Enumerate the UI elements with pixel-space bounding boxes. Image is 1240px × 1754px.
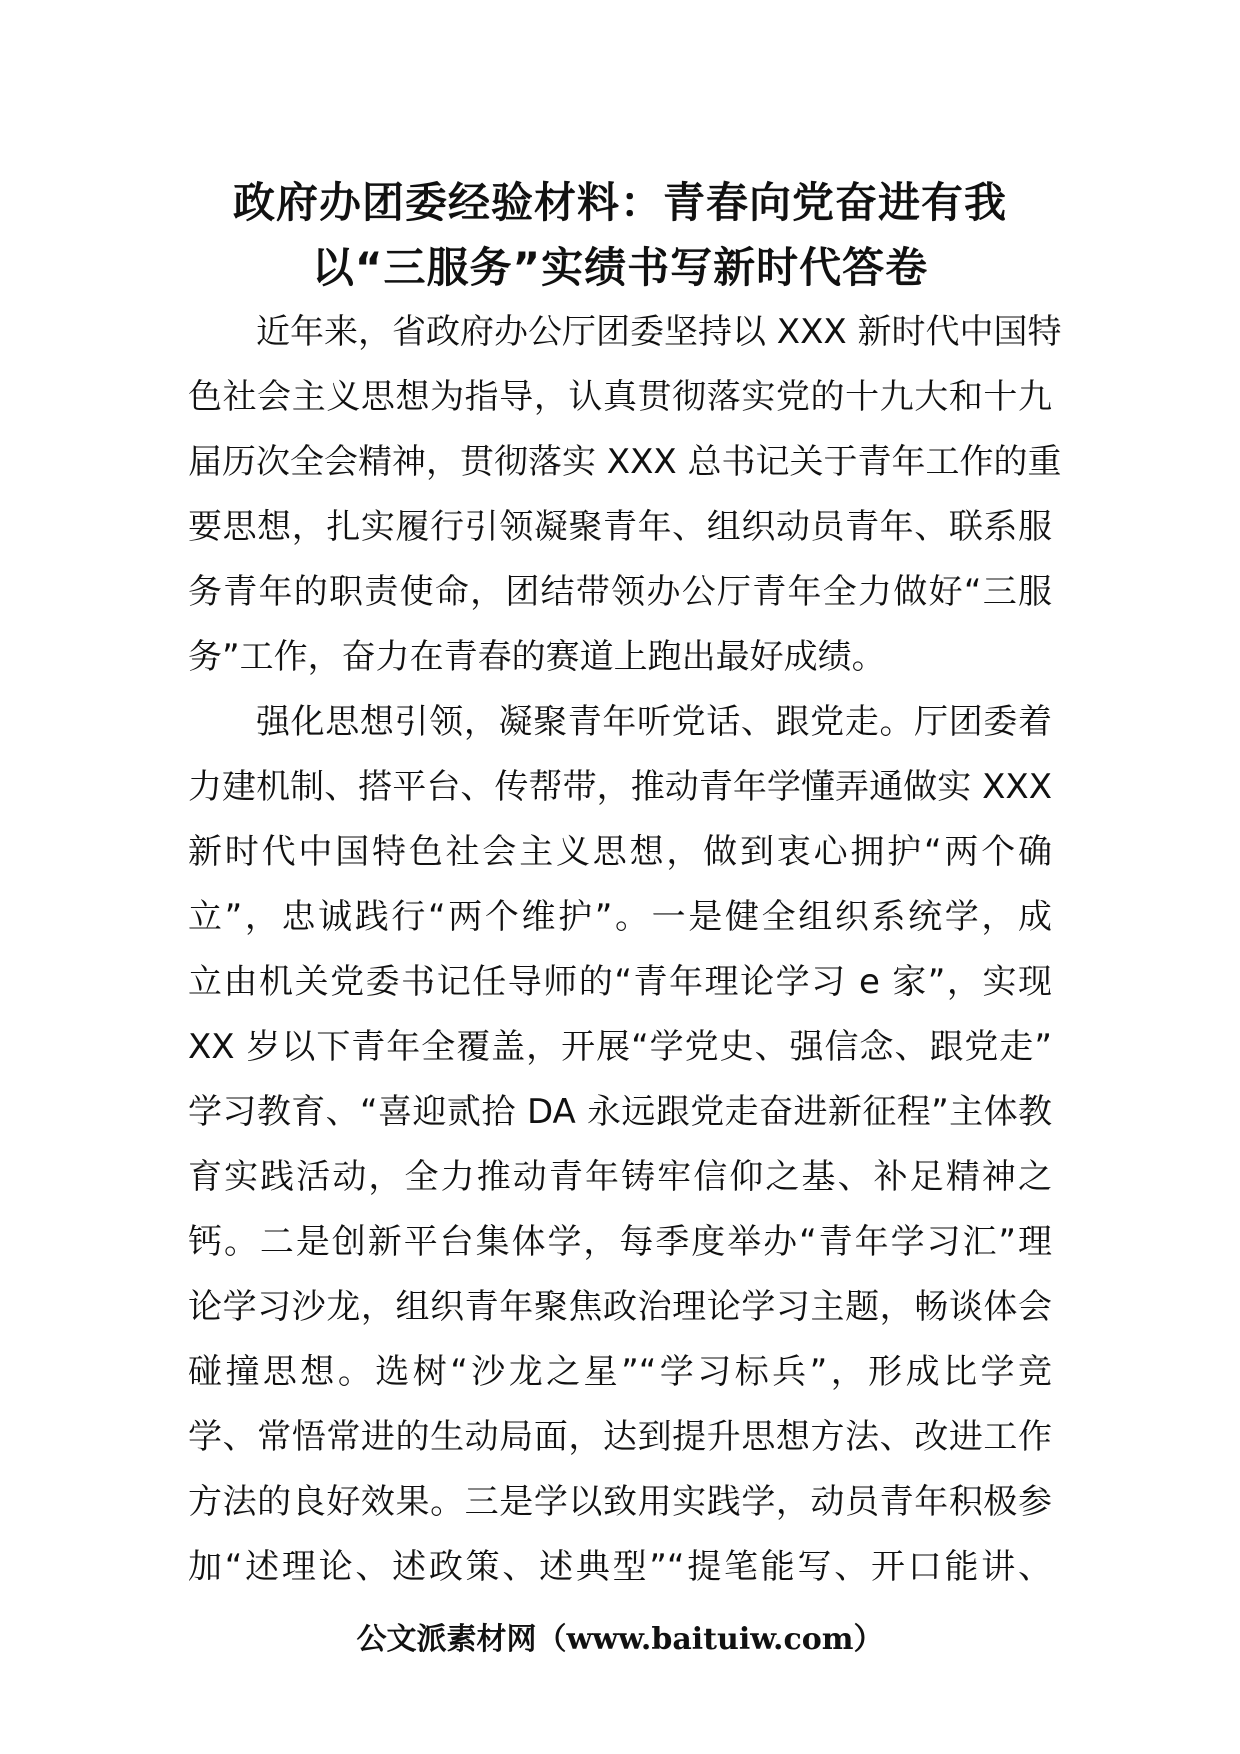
text-line: 学习教育、“喜迎贰拾 DA 永远跟党走奋进新征程”主体教 [188,1092,1052,1132]
text-line: 务”工作，奋力在青春的赛道上跑出最好成绩。 [188,637,886,677]
text-line: 近年来，省政府办公厅团委坚持以 XXX 新时代中国特 [256,312,1062,352]
text-line: 学、常悟常进的生动局面，达到提升思想方法、改进工作 [188,1417,1052,1457]
text-line: 育实践活动，全力推动青年铸牢信仰之基、补足精神之 [188,1157,1052,1197]
text-line: 立”，忠诚践行“两个维护”。一是健全组织系统学，成 [188,897,1052,937]
text-line: 色社会主义思想为指导，认真贯彻落实党的十九大和十九 [188,377,1052,417]
paragraph-thought-guidance [188,690,1052,1600]
document-title-line-1: 政府办团委经验材料：青春向党奋进有我 [232,178,1007,227]
text-line: 要思想，扎实履行引领凝聚青年、组织动员青年、联系服 [188,507,1052,547]
text-line: 届历次全会精神，贯彻落实 XXX 总书记关于青年工作的重 [188,442,1062,482]
text-line: 新时代中国特色社会主义思想，做到衷心拥护“两个确 [188,832,1052,872]
text-line: 务青年的职责使命，团结带领办公厅青年全力做好“三服 [188,572,1052,612]
text-line: 加“述理论、述政策、述典型”“提笔能写、开口能讲、 [188,1547,1052,1587]
document-title-line-2: 以“三服务”实绩书写新时代答卷 [311,243,929,292]
text-line: 钙。二是创新平台集体学，每季度举办“青年学习汇”理 [188,1222,1052,1262]
text-line: 方法的良好效果。三是学以致用实践学，动员青年积极参 [188,1482,1052,1522]
text-line: 论学习沙龙，组织青年聚焦政治理论学习主题，畅谈体会 [188,1287,1052,1327]
footer-watermark: 公文派素材网（www.baituiw.com） [356,1622,884,1657]
document-body [188,300,1062,1600]
text-line: 强化思想引领，凝聚青年听党话、跟党走。厅团委着 [256,702,1052,742]
paragraph-intro [188,300,1062,690]
text-line: 立由机关党委书记任导师的“青年理论学习 e 家”，实现 [188,962,1052,1002]
text-line: XX 岁以下青年全覆盖，开展“学党史、强信念、跟党走” [188,1027,1052,1067]
text-line: 碰撞思想。选树“沙龙之星”“学习标兵”，形成比学竞 [188,1352,1052,1392]
text-line: 力建机制、搭平台、传帮带，推动青年学懂弄通做实 XXX [188,767,1052,807]
